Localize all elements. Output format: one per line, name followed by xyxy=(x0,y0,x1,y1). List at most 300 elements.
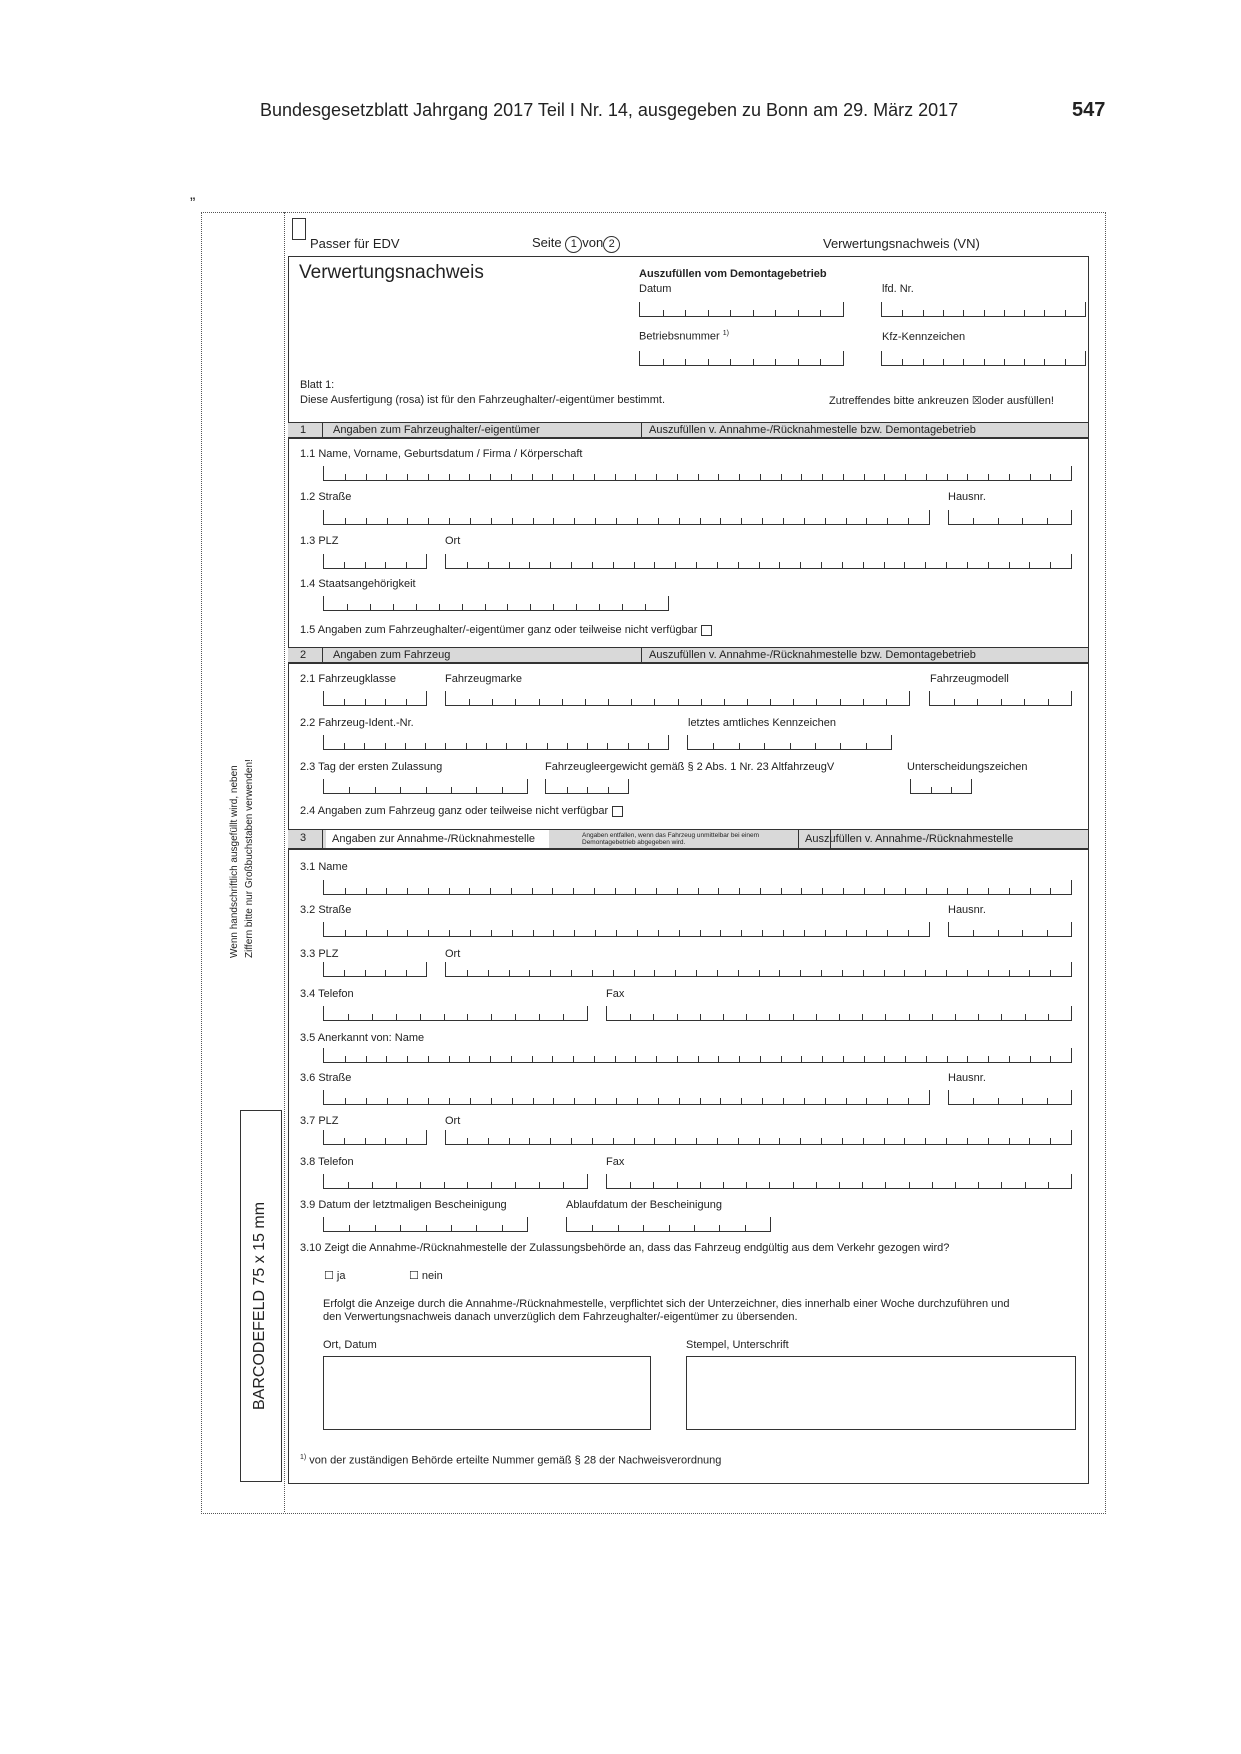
comb-tick xyxy=(679,518,680,524)
comb-tick xyxy=(553,1098,554,1104)
comb-tick xyxy=(804,930,805,936)
stempel-box[interactable] xyxy=(686,1356,1076,1430)
field-3-3-ort-label: Ort xyxy=(445,948,461,960)
comb-tick xyxy=(738,1138,739,1144)
comb-tick xyxy=(428,474,429,480)
comb-tick xyxy=(866,518,867,524)
comb-tick xyxy=(779,970,780,976)
field-2-2-kennzeichen-label: letztes amtliches Kennzeichen xyxy=(688,717,836,729)
comb-tick xyxy=(507,604,508,610)
field-2-1-modell-label: Fahrzeugmodell xyxy=(930,673,1009,685)
comb-tick xyxy=(943,310,944,316)
comb-tick xyxy=(509,562,510,568)
comb-tick xyxy=(511,888,512,894)
footnote-text: von der zuständigen Behörde erteilte Nummer gemäß § 28 der Nachweisverordnung xyxy=(309,1454,722,1467)
comb-tick xyxy=(615,474,616,480)
comb-tick xyxy=(344,970,345,976)
comb-tick xyxy=(904,562,905,568)
comb-tick xyxy=(467,1014,468,1020)
kfz-label: Kfz-Kennzeichen xyxy=(882,331,966,343)
comb-tick xyxy=(713,743,714,749)
comb-tick xyxy=(428,1098,429,1104)
comb-tick xyxy=(488,1138,489,1144)
comb-tick xyxy=(842,970,843,976)
comb-tick xyxy=(658,1098,659,1104)
comb-tick xyxy=(1009,888,1010,894)
option-ja[interactable]: ☐ ja xyxy=(324,1270,346,1282)
comb-tick xyxy=(637,518,638,524)
comb-tick xyxy=(502,787,503,793)
comb-tick xyxy=(539,1182,540,1188)
comb-tick xyxy=(449,518,450,524)
comb-tick xyxy=(595,930,596,936)
section-3-right: Auszufüllen v. Annahme-/Rücknahmestelle xyxy=(805,833,1014,845)
comb-tick xyxy=(988,970,989,976)
section-3-note: Angaben entfallen, wenn das Fahrzeug unmittelbar bei einem Demontagebetrieb abgegeben wird. xyxy=(582,832,760,846)
comb-tick xyxy=(718,474,719,480)
field-2-3-unterscheidung-input[interactable] xyxy=(910,779,972,794)
comb-tick xyxy=(955,1014,956,1020)
comb-tick xyxy=(1001,1182,1002,1188)
datum-field[interactable] xyxy=(639,302,844,317)
comb-tick xyxy=(783,930,784,936)
comb-tick xyxy=(708,310,709,316)
field-3-4-fax-input[interactable] xyxy=(606,1006,1072,1021)
comb-tick xyxy=(946,970,947,976)
comb-tick xyxy=(628,743,629,749)
comb-tick xyxy=(462,604,463,610)
field-3-7-ort-input[interactable] xyxy=(445,1130,1072,1145)
comb-tick xyxy=(801,1056,802,1062)
comb-tick xyxy=(946,562,947,568)
comb-tick xyxy=(587,743,588,749)
comb-tick xyxy=(884,562,885,568)
field-2-1-modell-input[interactable] xyxy=(929,691,1072,706)
comb-tick xyxy=(515,1182,516,1188)
comb-tick xyxy=(1029,562,1030,568)
comb-tick xyxy=(759,970,760,976)
comb-tick xyxy=(386,474,387,480)
comb-tick xyxy=(426,787,427,793)
comb-tick xyxy=(954,699,955,705)
field-3-8-telefon-input[interactable] xyxy=(323,1174,588,1189)
ort-datum-box[interactable] xyxy=(323,1356,651,1430)
field-2-3-datum-input[interactable] xyxy=(323,779,528,794)
field-3-2-input[interactable] xyxy=(323,922,930,937)
comb-tick xyxy=(694,1225,695,1231)
seite-label: Seite xyxy=(532,235,562,250)
field-3-5-input[interactable] xyxy=(323,1048,1072,1063)
comb-tick xyxy=(375,787,376,793)
comb-tick xyxy=(553,518,554,524)
comb-tick xyxy=(846,930,847,936)
comb-tick xyxy=(720,518,721,524)
comb-tick xyxy=(1009,562,1010,568)
comb-tick xyxy=(1022,518,1023,524)
comb-tick xyxy=(608,699,609,705)
comb-tick xyxy=(759,562,760,568)
comb-tick xyxy=(585,699,586,705)
form-title: Verwertungsnachweis xyxy=(299,262,484,283)
comb-tick xyxy=(908,1098,909,1104)
comb-tick xyxy=(1048,699,1049,705)
comb-tick xyxy=(846,518,847,524)
comb-tick xyxy=(840,699,841,705)
comb-tick xyxy=(491,518,492,524)
comb-tick xyxy=(963,359,964,365)
opening-quote: „ xyxy=(190,186,196,203)
comb-tick xyxy=(439,604,440,610)
comb-tick xyxy=(760,888,761,894)
comb-tick xyxy=(675,1138,676,1144)
field-1-5-checkbox[interactable] xyxy=(701,625,712,636)
comb-tick xyxy=(428,888,429,894)
comb-tick xyxy=(821,562,822,568)
datum-label: Datum xyxy=(639,283,672,295)
field-2-2-kennzeichen-input[interactable] xyxy=(687,735,892,750)
comb-tick xyxy=(635,888,636,894)
comb-tick xyxy=(1004,310,1005,316)
comb-tick xyxy=(599,604,600,610)
comb-tick xyxy=(533,518,534,524)
comb-tick xyxy=(998,1098,999,1104)
comb-tick xyxy=(345,518,346,524)
comb-tick xyxy=(645,604,646,610)
comb-tick xyxy=(696,562,697,568)
comb-tick xyxy=(840,743,841,749)
comb-tick xyxy=(781,474,782,480)
comb-tick xyxy=(469,474,470,480)
comb-tick xyxy=(1044,359,1045,365)
comb-tick xyxy=(573,1056,574,1062)
comb-tick xyxy=(385,562,386,568)
comb-tick xyxy=(407,1056,408,1062)
comb-tick xyxy=(1048,1014,1049,1020)
comb-tick xyxy=(926,888,927,894)
field-1-4-input[interactable] xyxy=(323,596,669,611)
comb-tick xyxy=(902,310,903,316)
comb-tick xyxy=(730,359,731,365)
field-1-3-ort-input[interactable] xyxy=(445,554,1072,569)
comb-tick xyxy=(904,970,905,976)
comb-tick xyxy=(798,359,799,365)
comb-tick xyxy=(444,1014,445,1020)
comb-tick xyxy=(563,1014,564,1020)
comb-tick xyxy=(386,1056,387,1062)
comb-tick xyxy=(905,1056,906,1062)
field-1-2-hausnr-label: Hausnr. xyxy=(948,491,986,503)
comb-tick xyxy=(613,1138,614,1144)
section-2-right: Auszufüllen v. Annahme-/Rücknahmestelle bzw. Demontagebetrieb xyxy=(649,649,976,661)
option-nein[interactable]: ☐ nein xyxy=(409,1270,443,1282)
field-2-3-unterscheidung-label: Unterscheidungszeichen xyxy=(907,761,1028,773)
comb-tick xyxy=(884,970,885,976)
comb-tick xyxy=(904,1138,905,1144)
comb-tick xyxy=(908,930,909,936)
comb-tick xyxy=(822,888,823,894)
comb-tick xyxy=(607,743,608,749)
field-3-2-hausnr-input[interactable] xyxy=(948,922,1072,937)
field-1-3-label: 1.3 PLZ xyxy=(300,535,339,547)
comb-tick xyxy=(512,1098,513,1104)
comb-tick xyxy=(634,562,635,568)
comb-tick xyxy=(909,1014,910,1020)
comb-tick xyxy=(567,743,568,749)
comb-tick xyxy=(595,518,596,524)
field-3-6-hausnr-input[interactable] xyxy=(948,1090,1072,1105)
comb-tick xyxy=(793,1182,794,1188)
comb-tick xyxy=(798,310,799,316)
field-3-4-telefon-input[interactable] xyxy=(323,1006,588,1021)
comb-tick xyxy=(925,1138,926,1144)
field-3-10-label: 3.10 Zeigt die Annahme-/Rücknahmestelle der Zulassungsbehörde an, dass das Fahrzeug endgültig aus dem Verkehr gezogen wird? xyxy=(300,1242,950,1254)
comb-tick xyxy=(887,1098,888,1104)
comb-tick xyxy=(385,1138,386,1144)
comb-tick xyxy=(553,604,554,610)
betriebsnummer-field[interactable] xyxy=(639,351,844,366)
comb-tick xyxy=(988,1138,989,1144)
comb-tick xyxy=(678,699,679,705)
comb-tick xyxy=(428,930,429,936)
comb-tick xyxy=(550,562,551,568)
field-3-7-ort-label: Ort xyxy=(445,1115,461,1127)
comb-tick xyxy=(1024,310,1025,316)
comb-tick xyxy=(592,970,593,976)
field-1-2-input[interactable] xyxy=(323,510,930,525)
comb-tick xyxy=(349,1225,350,1231)
comb-tick xyxy=(864,888,865,894)
comb-tick xyxy=(1030,474,1031,480)
stempel-label: Stempel, Unterschrift xyxy=(686,1339,789,1351)
field-3-2-label: 3.2 Straße xyxy=(300,904,352,916)
lfd-nr-field[interactable] xyxy=(881,302,1086,317)
field-1-3-plz-input[interactable] xyxy=(323,554,427,569)
passer-box[interactable] xyxy=(292,218,306,240)
comb-tick xyxy=(1001,1014,1002,1020)
comb-tick xyxy=(943,359,944,365)
field-2-4-checkbox[interactable] xyxy=(612,806,623,817)
comb-tick xyxy=(738,970,739,976)
comb-tick xyxy=(1030,1056,1031,1062)
comb-tick xyxy=(533,930,534,936)
comb-tick xyxy=(825,1098,826,1104)
field-3-9-datum-input[interactable] xyxy=(323,1217,528,1232)
field-3-3-plz-input[interactable] xyxy=(323,962,427,977)
comb-tick xyxy=(365,970,366,976)
field-3-6-label: 3.6 Straße xyxy=(300,1072,352,1084)
comb-tick xyxy=(1025,1014,1026,1020)
comb-tick xyxy=(400,1225,401,1231)
comb-tick xyxy=(467,1138,468,1144)
comb-tick xyxy=(618,1225,619,1231)
comb-tick xyxy=(634,1138,635,1144)
comb-tick xyxy=(842,562,843,568)
field-3-9-ablauf-input[interactable] xyxy=(566,1217,771,1232)
comb-tick xyxy=(887,930,888,936)
blatt-label: Blatt 1: xyxy=(300,379,335,391)
field-2-4-label xyxy=(300,805,623,817)
comb-tick xyxy=(863,562,864,568)
footnote xyxy=(300,1454,721,1467)
comb-tick xyxy=(839,1014,840,1020)
comb-tick xyxy=(816,699,817,705)
field-3-9-label: 3.9 Datum der letztmaligen Bescheinigung xyxy=(300,1199,507,1211)
comb-tick xyxy=(843,474,844,480)
comb-tick xyxy=(988,1056,989,1062)
field-2-1-label: 2.1 Fahrzeugklasse xyxy=(300,673,396,685)
comb-tick xyxy=(885,1014,886,1020)
comb-tick xyxy=(698,474,699,480)
field-3-8-fax-label: Fax xyxy=(606,1156,625,1168)
comb-tick xyxy=(348,1014,349,1020)
erfolgt-line-1: Erfolgt die Anzeige durch die Annahme-/Rücknahmestelle, verpflichtet sich der Unterzeichner, dies innerhalb einer Woche durchzuführen und xyxy=(323,1298,1010,1310)
field-1-2-label: 1.2 Straße xyxy=(300,491,352,503)
comb-tick xyxy=(365,562,366,568)
comb-tick xyxy=(469,1056,470,1062)
comb-tick xyxy=(345,474,346,480)
comb-tick xyxy=(405,743,406,749)
comb-tick xyxy=(420,1014,421,1020)
comb-tick xyxy=(1022,1098,1023,1104)
comb-tick xyxy=(984,359,985,365)
comb-tick xyxy=(490,1056,491,1062)
field-1-2-hausnr-input[interactable] xyxy=(948,510,1072,525)
comb-tick xyxy=(779,1138,780,1144)
comb-tick xyxy=(723,1182,724,1188)
comb-tick xyxy=(764,743,765,749)
comb-tick xyxy=(345,1056,346,1062)
comb-tick xyxy=(746,1182,747,1188)
handwriting-note-1: Wenn handschriftlich ausgefüllt wird, neben xyxy=(229,765,240,958)
comb-tick xyxy=(739,888,740,894)
section-3-header xyxy=(288,829,1088,849)
field-3-8-fax-input[interactable] xyxy=(606,1174,1072,1189)
comb-tick xyxy=(407,1098,408,1104)
comb-tick xyxy=(365,1138,366,1144)
comb-tick xyxy=(344,699,345,705)
section-3-divider-a xyxy=(322,830,323,848)
comb-tick xyxy=(762,518,763,524)
comb-tick xyxy=(1065,359,1066,365)
comb-tick xyxy=(820,310,821,316)
comb-tick xyxy=(533,1098,534,1104)
comb-tick xyxy=(790,743,791,749)
comb-tick xyxy=(653,1014,654,1020)
page-current: 1 xyxy=(565,236,582,253)
comb-tick xyxy=(366,1098,367,1104)
comb-tick xyxy=(637,1098,638,1104)
comb-tick xyxy=(679,930,680,936)
comb-tick xyxy=(420,1182,421,1188)
comb-tick xyxy=(467,562,468,568)
comb-tick xyxy=(634,970,635,976)
comb-tick xyxy=(863,699,864,705)
betriebsnummer-footnote-ref: 1) xyxy=(722,330,729,337)
comb-tick xyxy=(909,1182,910,1188)
comb-tick xyxy=(571,1138,572,1144)
comb-tick xyxy=(407,474,408,480)
comb-tick xyxy=(1029,1138,1030,1144)
comb-tick xyxy=(718,1056,719,1062)
comb-tick xyxy=(387,1098,388,1104)
field-3-6-input[interactable] xyxy=(323,1090,930,1105)
comb-tick xyxy=(393,604,394,610)
comb-tick xyxy=(1050,562,1051,568)
handwriting-note-2: Ziffern bitte nur Großbuchstaben verwenden! xyxy=(244,759,255,958)
field-1-4-label: 1.4 Staatsangehörigkeit xyxy=(300,578,416,590)
field-1-1-input[interactable] xyxy=(323,466,1072,481)
field-3-7-plz-input[interactable] xyxy=(323,1130,427,1145)
comb-tick xyxy=(469,699,470,705)
comb-tick xyxy=(685,310,686,316)
comb-tick xyxy=(400,787,401,793)
comb-tick xyxy=(932,1014,933,1020)
comb-tick xyxy=(741,930,742,936)
comb-tick xyxy=(885,1182,886,1188)
comb-tick xyxy=(842,1138,843,1144)
comb-tick xyxy=(963,310,964,316)
comb-tick xyxy=(550,970,551,976)
comb-tick xyxy=(825,930,826,936)
comb-tick xyxy=(347,604,348,610)
comb-tick xyxy=(863,1138,864,1144)
comb-tick xyxy=(677,1182,678,1188)
field-3-3-ort-input[interactable] xyxy=(445,962,1072,977)
comb-tick xyxy=(515,699,516,705)
comb-tick xyxy=(349,787,350,793)
comb-tick xyxy=(908,518,909,524)
comb-tick xyxy=(512,518,513,524)
comb-tick xyxy=(866,743,867,749)
comb-tick xyxy=(467,1182,468,1188)
comb-tick xyxy=(973,1098,974,1104)
field-2-3-leergewicht-input[interactable] xyxy=(545,779,629,794)
field-3-1-input[interactable] xyxy=(323,880,1072,895)
comb-tick xyxy=(470,518,471,524)
comb-tick xyxy=(685,359,686,365)
comb-tick xyxy=(864,1056,865,1062)
comb-tick xyxy=(595,1098,596,1104)
comb-tick xyxy=(775,359,776,365)
comb-tick xyxy=(613,970,614,976)
comb-tick xyxy=(370,604,371,610)
comb-tick xyxy=(973,930,974,936)
comb-tick xyxy=(470,930,471,936)
comb-tick xyxy=(669,1225,670,1231)
field-2-2-fin-input[interactable] xyxy=(323,735,669,750)
comb-tick xyxy=(984,310,985,316)
field-2-1-marke-input[interactable] xyxy=(445,691,910,706)
comb-tick xyxy=(760,1056,761,1062)
comb-tick xyxy=(739,474,740,480)
field-2-1-klasse-input[interactable] xyxy=(323,691,427,706)
section-2-number: 2 xyxy=(300,649,307,661)
section-1-header xyxy=(288,422,1088,438)
comb-tick xyxy=(923,310,924,316)
comb-tick xyxy=(552,888,553,894)
field-3-5-label: 3.5 Anerkannt von: Name xyxy=(300,1032,425,1044)
comb-tick xyxy=(967,1138,968,1144)
comb-tick xyxy=(696,1138,697,1144)
comb-tick xyxy=(946,1138,947,1144)
kfz-field[interactable] xyxy=(881,351,1086,366)
comb-tick xyxy=(485,604,486,610)
comb-tick xyxy=(926,1056,927,1062)
comb-tick xyxy=(653,1182,654,1188)
comb-tick xyxy=(677,888,678,894)
comb-tick xyxy=(1025,1182,1026,1188)
comb-tick xyxy=(759,1138,760,1144)
